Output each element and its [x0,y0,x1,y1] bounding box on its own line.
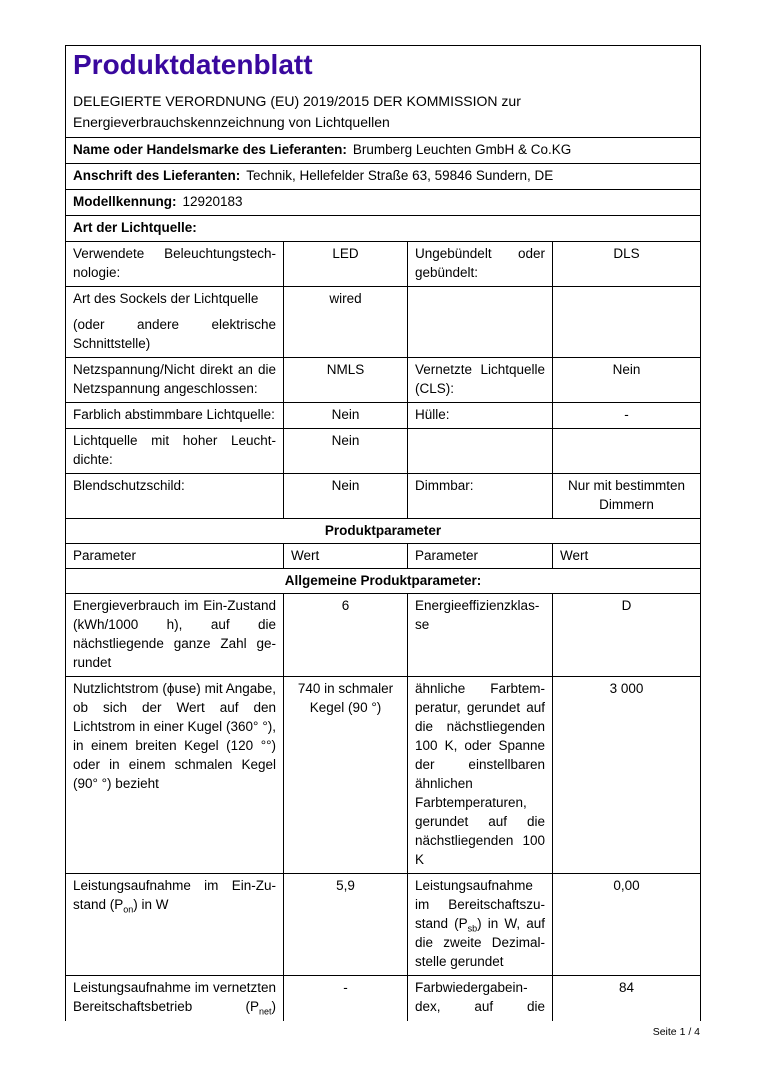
value-cell: Nur mit bestimmten Dimmern [553,474,701,519]
supplier-name-row [66,138,701,164]
supplier-name-label: Name oder Handelsmarke des Lieferanten: [73,142,347,157]
param-cell: Farblich abstimmbare Lichtquelle: [66,403,284,429]
title-cell [66,46,701,138]
model-id-cell [66,190,701,216]
value-cell: Nein [553,358,701,403]
table-row [66,287,701,358]
regulation-subtitle-line1: DELEGIERTE VERORDNUNG (EU) 2019/2015 DER KOMMISSION zur [73,93,521,109]
param-cell: Netzspannung/Nicht direkt an die Netzspannung angeschlossen: [66,358,284,403]
value-cell: 3 000 [553,677,701,874]
supplier-name-value: Brumberg Leuchten GmbH & Co.KG [352,142,572,157]
datasheet-table [65,45,701,1021]
param-cell [408,287,553,358]
supplier-address-row [66,164,701,190]
param-cell: Lichtquelle mit hoher Leuchtdichte: [66,429,284,474]
value-cell [553,287,701,358]
page-number: Seite 1 / 4 [652,1025,700,1038]
param-cell: Hülle: [408,403,553,429]
model-id-label: Modellkennung: [73,194,177,209]
value-cell [553,429,701,474]
value-cell: Nein [284,403,408,429]
light-source-type-cell [66,216,701,242]
param-cell: Art des Sockels der Lichtquelle (oder andere elektrische Schnittstelle) [66,287,284,358]
subsection-header-row [66,569,701,594]
value-cell: - [284,976,408,1021]
value-cell: Nein [284,429,408,474]
title-row [66,46,701,138]
table-row [66,242,701,287]
param-cell: Vernetzte Lichtquelle (CLS): [408,358,553,403]
value-cell: 5,9 [284,874,408,976]
param-cell: Blendschutzschild: [66,474,284,519]
column-header-parameter-2: Parameter [408,544,553,569]
regulation-subtitle-line2: Energieverbrauchskennzeichnung von Lichtquellen [73,114,390,130]
value-cell: - [553,403,701,429]
value-cell: DLS [553,242,701,287]
table-row [66,594,701,677]
value-cell: 740 in schmaler Kegel (90 °) [284,677,408,874]
param-cell: Leistungsaufnahme im Bereitschaftszustand $(P_{sb})$ in W, auf die zweite Dezimalstelle gerundet [408,874,553,976]
model-id-value: 12920183 [182,194,243,209]
column-header-wert-2: Wert [553,544,701,569]
light-source-type-row [66,216,701,242]
param-cell: Farbwiedergabeindex, auf die [408,976,553,1021]
value-cell: D [553,594,701,677]
supplier-address-value: Technik, Hellefelder Straße 63, 59846 Sundern, DE [246,168,554,183]
param-cell: ähnliche Farbtemperatur, gerundet auf die nächstliegenden 100 K, oder Spanne der einstellbaren ähnlichen Farbtemperaturen, gerundet auf die nächstliegenden 100 K [408,677,553,874]
column-header-wert-1: Wert [284,544,408,569]
table-row [66,677,701,874]
supplier-address-cell [66,164,701,190]
value-cell: wired [284,287,408,358]
supplier-name-cell [66,138,701,164]
table-row-truncated [66,976,701,1021]
param-cell: Leistungsaufnahme im Ein-Zustand $(P_{on})$ in W [66,874,284,976]
supplier-address-label: Anschrift des Lieferanten: [73,168,241,183]
param-cell: Energieverbrauch im Ein-Zustand (kWh/1000 h), auf die nächstliegende ganze Zahl gerundet [66,594,284,677]
table-row [66,874,701,976]
table-row [66,403,701,429]
param-cell: Energieeffizienzklasse [408,594,553,677]
value-cell: 6 [284,594,408,677]
param-cell: Nutzlichtstrom (ϕuse) mit Angabe, ob sich der Wert auf den Lichtstrom in einer Kugel (360° °), in einem breiten Kegel (120 °°) oder in einem schmalen Kegel (90° °) bezieht [66,677,284,874]
table-row [66,429,701,474]
value-cell: NMLS [284,358,408,403]
page-title: Produktdatenblatt [73,49,313,80]
param-cell: Dimmbar: [408,474,553,519]
value-cell: LED [284,242,408,287]
subsection-header: Allgemeine Produktparameter: [66,569,701,594]
light-source-type-label: Art der Lichtquelle: [73,220,197,235]
column-header-row [66,544,701,569]
value-cell: Nein [284,474,408,519]
value-cell: 84 [553,976,701,1021]
section-header-row [66,519,701,544]
value-cell: 0,00 [553,874,701,976]
param-cell: Verwendete Beleuchtungstechnologie: [66,242,284,287]
model-id-row [66,190,701,216]
param-cell: Leistungsaufnahme im vernetzten Bereitschaftsbetrieb $(P_{net})$ [66,976,284,1021]
param-cell [408,429,553,474]
table-row [66,474,701,519]
column-header-parameter-1: Parameter [66,544,284,569]
section-header: Produktparameter [66,519,701,544]
param-cell: Ungebündelt oder gebündelt: [408,242,553,287]
table-row [66,358,701,403]
